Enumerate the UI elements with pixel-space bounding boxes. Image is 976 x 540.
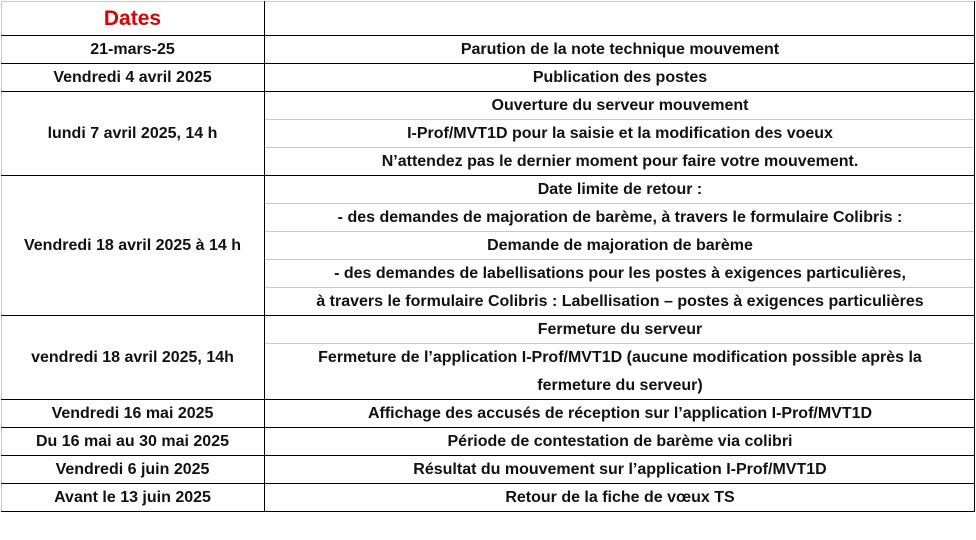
dates-table xyxy=(1,1,975,512)
event-cell: N’attendez pas le dernier moment pour faire votre mouvement. xyxy=(381,152,859,170)
event-cell: Parution de la note technique mouvement xyxy=(460,40,780,58)
event-cell: Demande de majoration de barème xyxy=(487,236,753,254)
event-cell: Fermeture du serveur xyxy=(537,320,703,338)
event-cell: Fermeture de l’application I-Prof/MVT1D (aucune modification possible après la fermeture du serveur) xyxy=(318,348,922,394)
date-cell: Avant le 13 juin 2025 xyxy=(54,488,211,506)
date-cell: 21-mars-25 xyxy=(90,40,175,58)
event-cell: à travers le formulaire Colibris : Labellisation – postes à exigences particulières xyxy=(316,292,924,310)
date-cell: Vendredi 6 juin 2025 xyxy=(55,460,210,478)
event-cell: Publication des postes xyxy=(532,68,708,86)
date-cell: vendredi 18 avril 2025, 14h xyxy=(31,348,234,366)
event-cell: - des demandes de majoration de barème, à travers le formulaire Colibris : xyxy=(337,208,903,226)
date-cell: lundi 7 avril 2025, 14 h xyxy=(47,124,218,142)
event-cell: Période de contestation de barème via colibri xyxy=(447,432,793,450)
event-cell: Date limite de retour : xyxy=(537,180,703,198)
header-dates: Dates xyxy=(103,6,162,30)
event-cell: Retour de la fiche de vœux TS xyxy=(505,488,735,506)
event-cell: - des demandes de labellisations pour les postes à exigences particulières, xyxy=(334,264,906,282)
event-cell: Ouverture du serveur mouvement xyxy=(491,96,749,114)
date-cell: Vendredi 18 avril 2025 à 14 h xyxy=(23,236,242,254)
table-bottom-border xyxy=(1,511,975,512)
event-cell: Résultat du mouvement sur l’application I-Prof/MVT1D xyxy=(413,460,827,478)
event-cell: I-Prof/MVT1D pour la saisie et la modification des voeux xyxy=(407,124,833,142)
date-cell: Vendredi 16 mai 2025 xyxy=(51,404,214,422)
date-cell: Vendredi 4 avril 2025 xyxy=(53,68,212,86)
event-cell: Affichage des accusés de réception sur l’application I-Prof/MVT1D xyxy=(367,404,873,422)
date-cell: Du 16 mai au 30 mai 2025 xyxy=(36,432,229,450)
